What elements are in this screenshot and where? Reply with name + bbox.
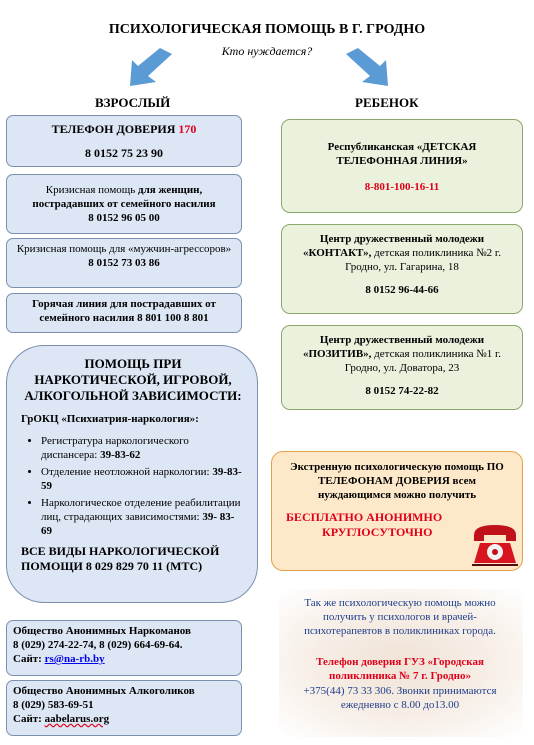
addiction-heading: ПОМОЩЬ ПРИ НАРКОТИЧЕСКОЙ, ИГРОВОЙ, АЛКОГОЛЬНОЙ ЗАВИСИМОСТИ:	[24, 356, 242, 403]
women-crisis-box	[6, 174, 242, 234]
aa-site-row: Сайт: aabelarus.org	[13, 713, 110, 725]
emergency-text: Экстренную психологическую помощь ПО ТЕЛЕФОНАМ ДОВЕРИЯ всем нуждающимся можно получить	[290, 461, 504, 501]
trust-phone-short[interactable]: 170	[178, 122, 197, 136]
footer-hotline: Телефон доверия ГУЗ «Городская поликлиника № 7 г. Гродно»	[316, 656, 484, 682]
na-title: Общество Анонимных Наркоманов	[13, 625, 191, 637]
na-site-row: Сайт: rs@na-rb.by	[13, 653, 105, 665]
arrow-right-icon	[344, 48, 390, 88]
addiction-box	[6, 345, 258, 603]
contact-box	[281, 224, 523, 314]
red-telephone-icon	[470, 521, 520, 567]
arrow-left-icon	[128, 48, 174, 88]
aa-phone[interactable]: 8 (029) 583-69-51	[13, 699, 94, 711]
children-line-phone[interactable]: 8-801-100-16-11	[364, 181, 440, 193]
page-title: ПСИХОЛОГИЧЕСКАЯ ПОМОЩЬ В Г. ГРОДНО	[108, 22, 426, 37]
addiction-phone[interactable]: 39- 83-69	[41, 511, 235, 537]
trust-phone-label: ТЕЛЕФОН ДОВЕРИЯ	[51, 122, 176, 136]
child-heading: РЕБЕНОК	[355, 95, 419, 110]
addiction-item: • Отделение неотложной наркологии: 39-83-59	[41, 465, 245, 493]
addiction-item: • Регистратура наркологического диспансера: 39-83-62	[41, 434, 245, 462]
men-crisis-box	[6, 238, 242, 288]
aa-site[interactable]: aabelarus.org	[44, 713, 110, 725]
na-box	[6, 620, 242, 676]
children-line-box	[281, 119, 523, 213]
trust-phone-number[interactable]: 8 0152 75 23 90	[85, 146, 163, 160]
addiction-item: • Наркологическое отделение реабилитации лиц, страдающих зависимостями: 39- 83-69	[41, 496, 245, 538]
trust-phone-box	[6, 115, 242, 167]
women-crisis-phone[interactable]: 8 0152 96 05 00	[88, 212, 160, 224]
hotline-box: Горячая линия для пострадавших от семейного насилия 8 801 100 8 801	[6, 293, 242, 333]
pozitiv-phone[interactable]: 8 0152 74-22-82	[365, 385, 439, 397]
women-crisis-text: для женщин, пострадавших от семейного насилия	[32, 184, 216, 210]
page-subtitle: Кто нуждается?	[221, 44, 313, 58]
na-phones[interactable]: 8 (029) 274-22-74, 8 (029) 664-69-64.	[13, 639, 183, 651]
addiction-phone[interactable]: 39-83-62	[100, 449, 141, 461]
addiction-phone[interactable]: 39-83-59	[41, 466, 242, 492]
men-crisis-phone[interactable]: 8 0152 73 03 86	[88, 257, 160, 269]
trust-phone-title	[7, 122, 241, 137]
women-crisis-prefix: Кризисная помощь	[45, 184, 136, 196]
contact-phone[interactable]: 8 0152 96-44-66	[365, 284, 439, 296]
men-crisis-text: Кризисная помощь для «мужчин-агрессоров»	[16, 243, 232, 255]
contact-text: Центр дружественный молодежи «КОНТАКТ», детская поликлиника №2 г. Гродно, ул. Гагарина, 18	[303, 233, 501, 273]
addiction-footer: ВСЕ ВИДЫ НАРКОЛОГИЧЕСКОЙ ПОМОЩИ 8 029 829 70 11 (МТС)	[21, 544, 220, 573]
footer-phone[interactable]: +375(44) 73 33 306. Звонки принимаются ежедневно с 8.00 до13.00	[303, 685, 497, 711]
addiction-list	[21, 434, 245, 538]
pozitiv-box	[281, 325, 523, 410]
children-line-title: Республиканская «ДЕТСКАЯ ТЕЛЕФОННАЯ ЛИНИЯ»	[327, 141, 477, 167]
footer-text: Так же психологическую помощь можно получить у психологов и врачей-психотерапевтов в поликлиниках города.	[304, 597, 496, 637]
addiction-org: ГрОКЦ «Психиатрия-наркология»:	[21, 413, 199, 425]
na-site-link[interactable]: rs@na-rb.by	[44, 653, 105, 665]
emergency-free: БЕСПЛАТНО АНОНИМНО	[286, 510, 443, 524]
aa-box	[6, 680, 242, 736]
adult-heading: ВЗРОСЛЫЙ	[95, 95, 171, 110]
emergency-round: КРУГЛОСУТОЧНО	[322, 525, 433, 539]
pozitiv-text: Центр дружественный молодежи «ПОЗИТИВ», детская поликлиника №1 г. Гродно, ул. Доватора, 23	[302, 334, 502, 374]
aa-title: Общество Анонимных Алкоголиков	[13, 685, 195, 697]
